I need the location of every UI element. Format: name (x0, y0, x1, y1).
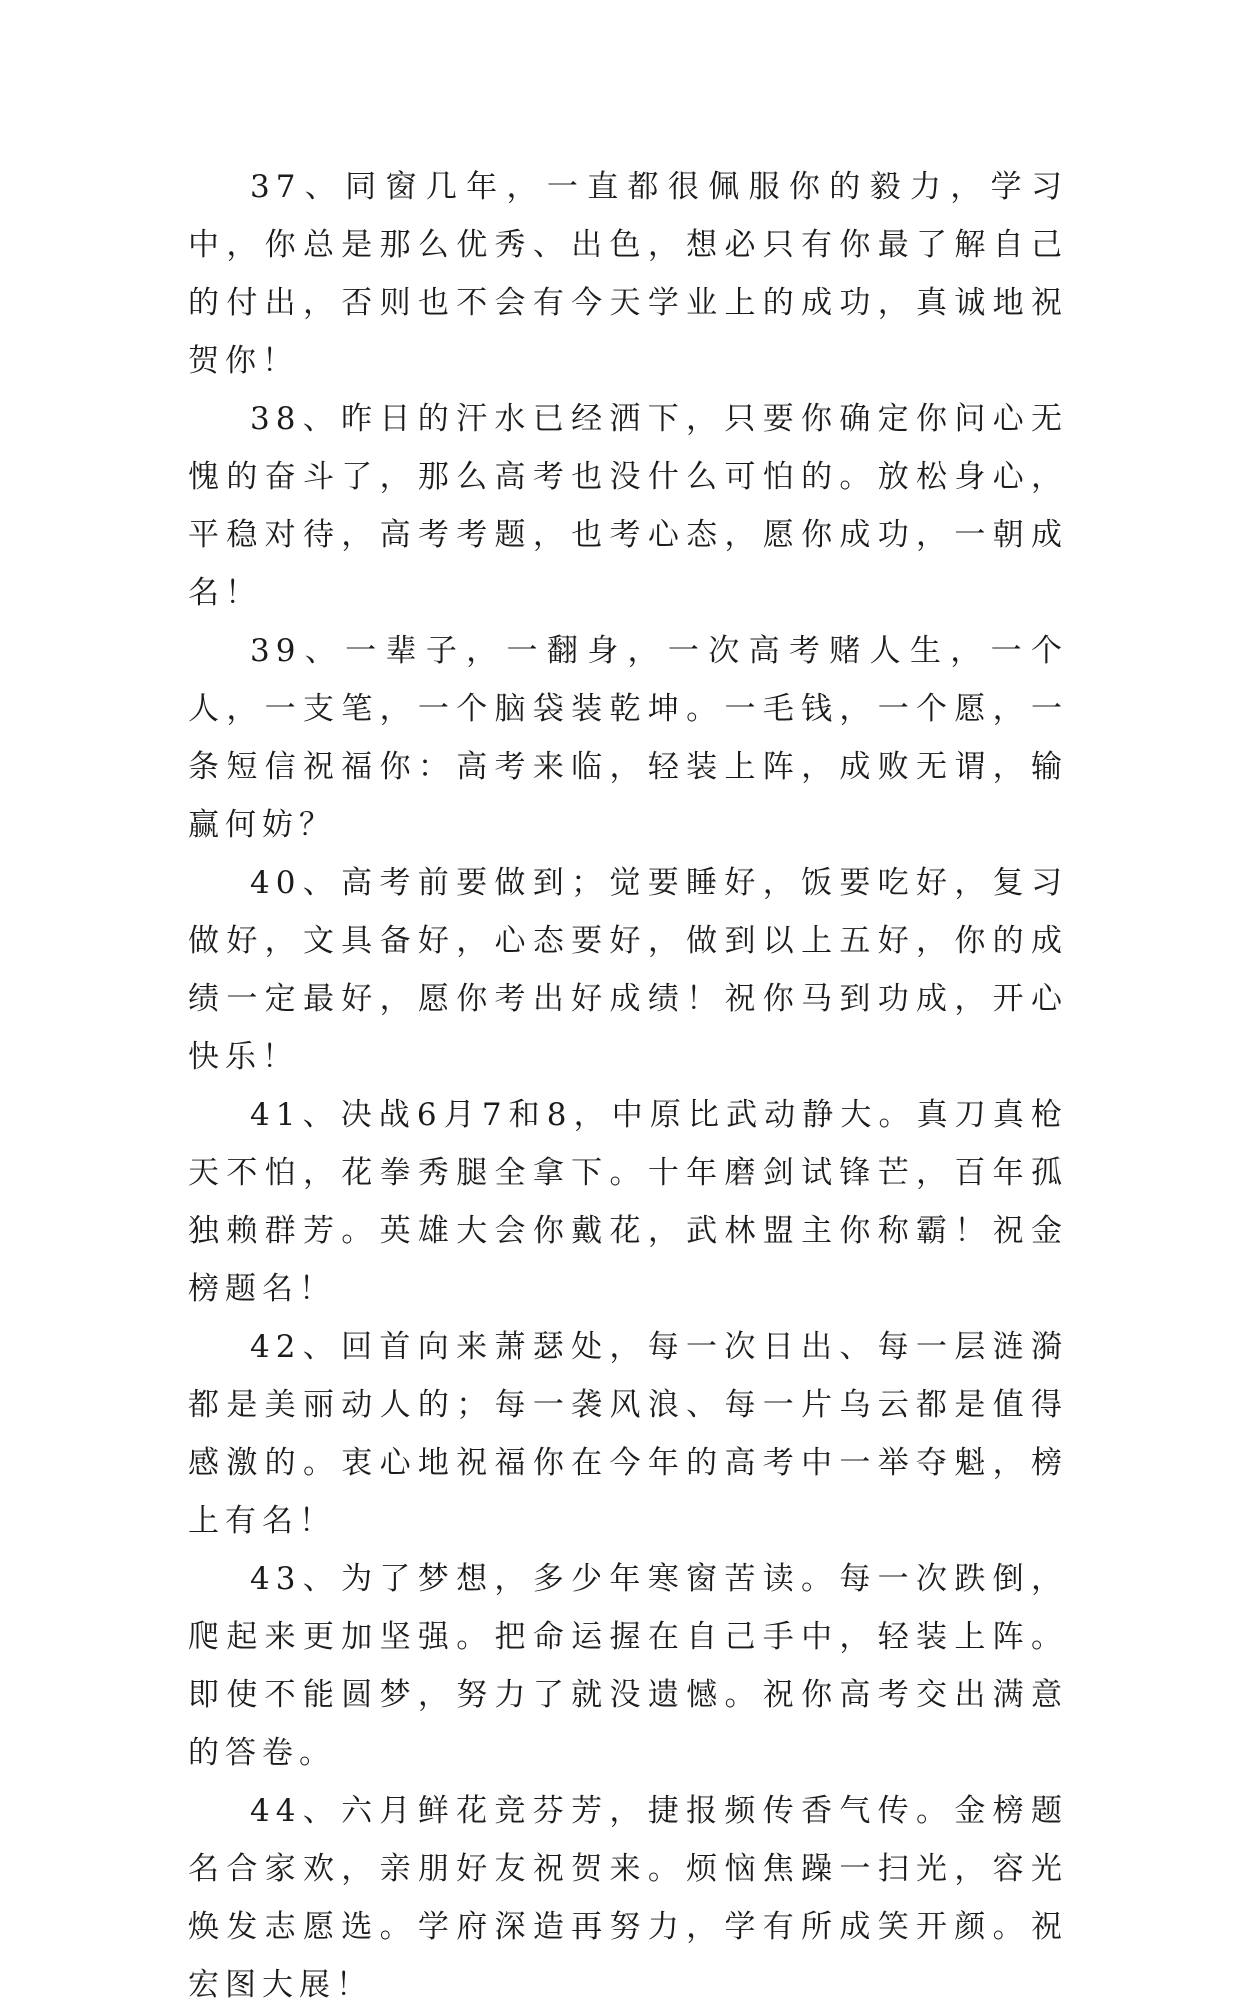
paragraph-40: 40、高考前要做到；觉要睡好，饭要吃好，复习做好，文具备好，心态要好，做到以上五好，你的成绩一定最好，愿你考出好成绩！祝你马到功成，开心快乐！ (188, 865, 1068, 1075)
paragraph-44: 44、六月鲜花竞芬芳，捷报频传香气传。金榜题名合家欢，亲朋好友祝贺来。烦恼焦躁一扫光，容光焕发志愿选。学府深造再努力，学有所成笑开颜。祝宏图大展！ (188, 1793, 1068, 2003)
paragraph-43: 43、为了梦想，多少年寒窗苦读。每一次跌倒，爬起来更加坚强。把命运握在自己手中，轻装上阵。即使不能圆梦，努力了就没遗憾。祝你高考交出满意的答卷。 (188, 1561, 1068, 1771)
paragraph-37: 37、同窗几年，一直都很佩服你的毅力，学习中，你总是那么优秀、出色，想必只有你最了解自己的付出，否则也不会有今天学业上的成功，真诚地祝贺你！ (188, 169, 1068, 379)
paragraph-38: 38、昨日的汗水已经洒下，只要你确定你问心无愧的奋斗了，那么高考也没什么可怕的。放松身心，平稳对待，高考考题，也考心态，愿你成功，一朝成名！ (188, 401, 1068, 611)
paragraph-42: 42、回首向来萧瑟处，每一次日出、每一层涟漪都是美丽动人的；每一袭风浪、每一片乌云都是值得感激的。衷心地祝福你在今年的高考中一举夺魁，榜上有名！ (188, 1329, 1068, 1539)
document-body (188, 158, 1068, 2014)
paragraph-41: 41、决战6月7和8，中原比武动静大。真刀真枪天不怕，花拳秀腿全拿下。十年磨剑试锋芒，百年孤独赖群芳。英雄大会你戴花，武林盟主你称霸！祝金榜题名！ (188, 1097, 1068, 1307)
paragraph-39: 39、一辈子，一翻身，一次高考赌人生，一个人，一支笔，一个脑袋装乾坤。一毛钱，一个愿，一条短信祝福你：高考来临，轻装上阵，成败无谓，输赢何妨？ (188, 633, 1068, 843)
